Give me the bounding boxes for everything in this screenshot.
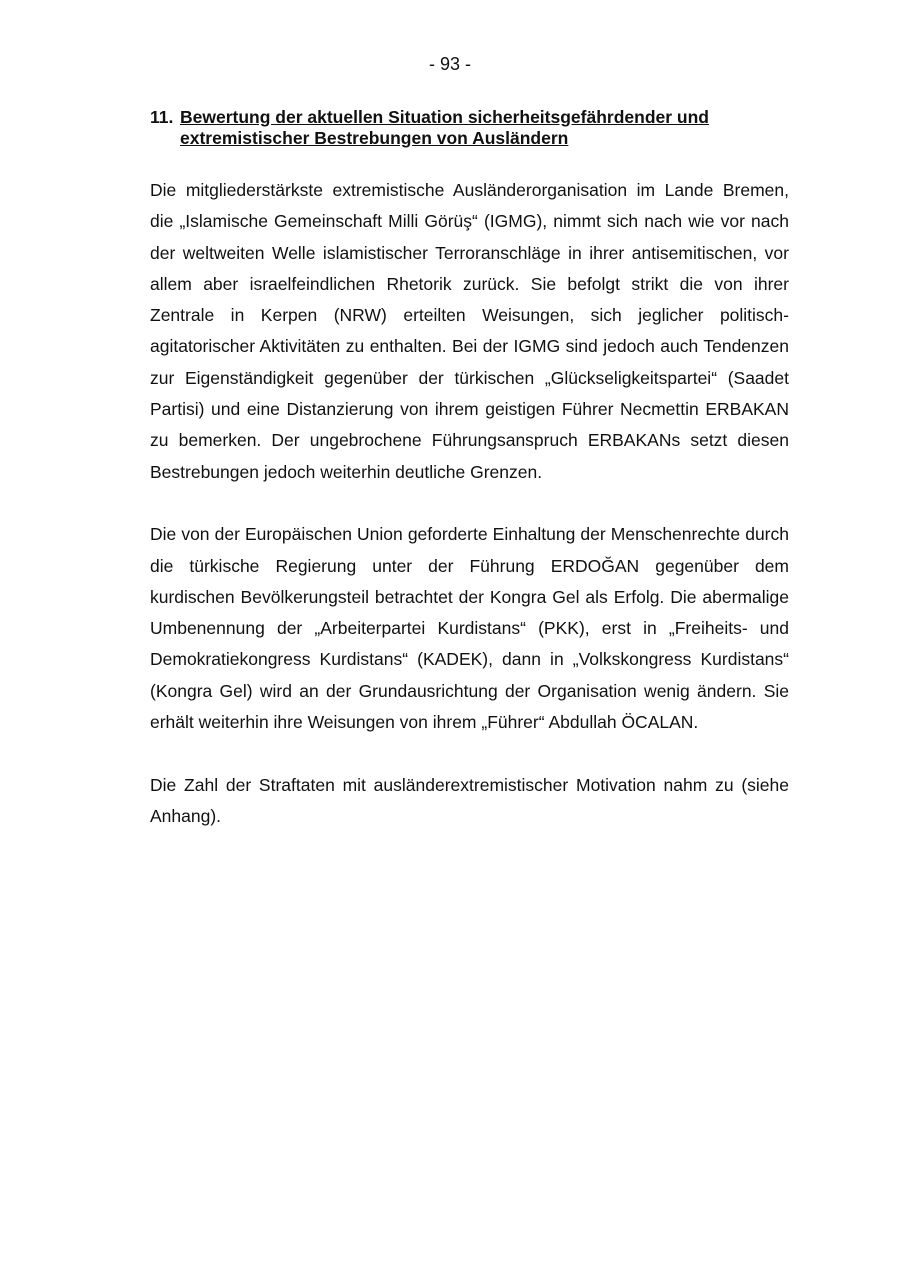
section-number: 11.	[150, 107, 174, 127]
paragraph-igmg: Die mitgliederstärkste extremistische Ausländerorganisation im Lande Bremen, die „Islamische Gemeinschaft Milli Görüş“ (IGMG), nimmt sich nach wie vor nach der weltweiten Welle islamistischer Terroranschläge in ihrer antisemitischen, vor allem aber israelfeindlichen Rhetorik zurück. Sie befolgt strikt die von ihrer Zentrale in Kerpen (NRW) erteilten Weisungen, sich jeglicher politisch-agitatorischer Aktivitäten zu enthalten. Bei der IGMG sind jedoch auch Tendenzen zur Eigenständigkeit gegenüber der türkischen „Glückseligkeitspartei“ (Saadet Partisi) und eine Distanzierung von ihrem geistigen Führer Necmettin ERBAKAN zu bemerken. Der ungebrochene Führungsanspruch ERBAKANs setzt diesen Bestrebungen jedoch weiterhin deutliche Grenzen.	[150, 180, 789, 482]
page-number: - 93 -	[428, 54, 471, 74]
paragraph-kongra-gel: Die von der Europäischen Union geforderte Einhaltung der Menschenrechte durch die türkische Regierung unter der Führung ERDOĞAN gegenüber dem kurdischen Bevölkerungsteil betrachtet der Kongra Gel als Erfolg. Die abermalige Umbenennung der „Arbeiterpartei Kurdistans“ (PKK), erst in „Freiheits- und Demokratiekongress Kurdistans“ (KADEK), dann in „Volkskongress Kurdistans“ (Kongra Gel) wird an der Grundausrichtung der Organisation wenig ändern. Sie erhält weiterhin ihre Weisungen von ihrem „Führer“ Abdullah ÖCALAN.	[150, 524, 789, 733]
document-body	[150, 175, 789, 832]
paragraph-straftaten: Die Zahl der Straftaten mit ausländerextremistischer Motivation nahm zu (siehe Anhang).	[150, 774, 789, 826]
section-heading	[150, 107, 790, 149]
section-title: Bewertung der aktuellen Situation sicherheitsgefährdender und extremistischer Bestrebungen von Ausländern	[180, 107, 709, 148]
